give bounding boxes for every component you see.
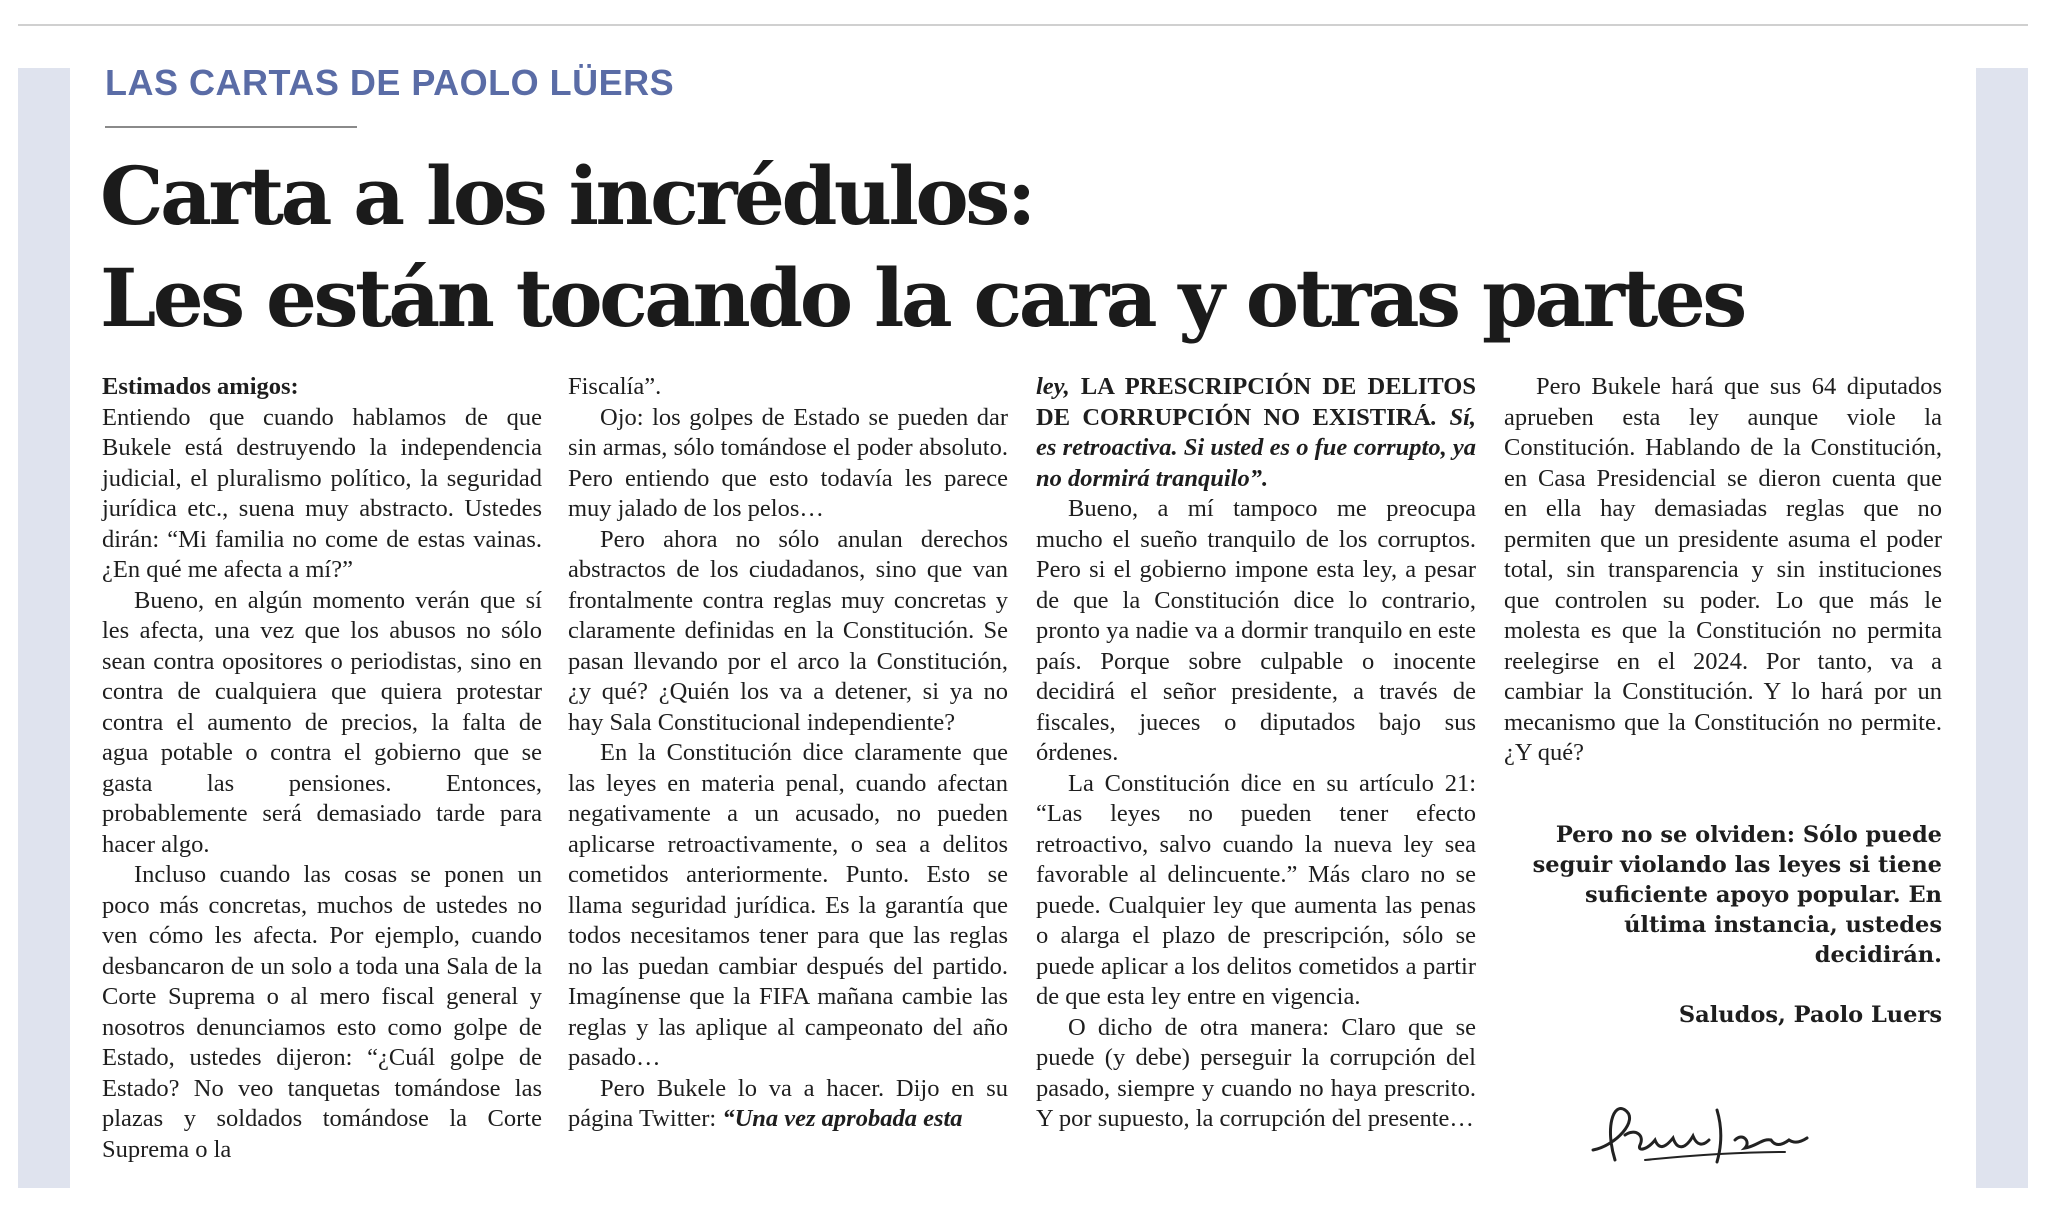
paragraph: Entiendo que cuando hablamos de que Bukele está destruyendo la independencia judicial, el pluralismo político, la seguridad jurídica etc., suena muy abstracto. Ustedes dirán: “Mi familia no come de estas vainas. ¿En qué me afecta a mí?”: [102, 403, 542, 583]
headline-line-1: Carta a los incrédulos:: [100, 149, 1033, 243]
column-2: [568, 372, 1008, 1135]
column-3: [1036, 372, 1476, 1135]
handwritten-signature: [1585, 1080, 1815, 1190]
quote-text: ley,: [1036, 373, 1081, 400]
right-margin-band: [1976, 68, 2028, 1188]
kicker-underline: [105, 126, 357, 128]
signoff: Saludos, Paolo Luers: [1678, 1002, 1942, 1028]
paragraph: Pero Bukele hará que sus 64 diputados aprueben esta ley aunque viole la Constitución. Hablando de la Constitución, en Casa Presidencial se dieron cuenta que en ella hay demasiadas reglas que no permiten que un presidente asuma el poder total, sin transparencia y sin instituciones que controlen su poder. Lo que más le molesta es que la Constitución no permita reelegirse en el 2024. Por tanto, va a cambiar la Constitución. Y lo hará por un mecanismo que la Constitución no permite. ¿Y qué?: [1504, 373, 1942, 766]
paragraph: Bueno, a mí tampoco me preocupa mucho el sueño tranquilo de los corruptos. Pero si el gobierno impone esta ley, a pesar de que la Constitución dice lo contrario, pronto ya nadie va a dormir tranquilo en este país. Porque sobre culpable o inocente decidirá el señor presidente, a través de fiscales, jueces o diputados bajo sus órdenes.: [1036, 495, 1476, 766]
salutation: Estimados amigos:: [102, 373, 299, 400]
twitter-quote-continued: [1036, 372, 1476, 494]
headline: [100, 145, 1900, 349]
column-4: [1504, 372, 1942, 769]
paragraph: La Constitución dice en su artículo 21: “Las leyes no pueden tener efecto retroactivo, salvo cuando la nueva ley sea favorable al delincuente.” Más claro no se puede. Cualquier ley que aumenta las penas o alarga el plazo de prescripción, sólo se puede aplicar a los delitos cometidos a partir de que esta ley entre en vigencia.: [1036, 769, 1476, 1010]
paragraph: Incluso cuando las cosas se ponen un poco más concretas, muchos de ustedes no ven cómo les afecta. Por ejemplo, cuando desbancaron de un solo a toda una Sala de la Corte Suprema o al mero fiscal general y nosotros denunciamos esto como golpe de Estado, ustedes dijeron: “¿Cuál golpe de Estado? No veo tanquetas tomándose las plazas y soldados tomándose la Corte Suprema o la: [102, 861, 542, 1163]
paragraph: Pero ahora no sólo anulan derechos abstractos de los ciudadanos, sino que van frontalmente contra reglas muy concretas y claramente definidas en la Constitución. Se pasan llevando por el arco la Constitución, ¿y qué? ¿Quién los va a detener, si ya no hay Sala Constitucional independiente?: [568, 525, 1008, 736]
paragraph: [568, 1074, 1008, 1135]
paragraph: Ojo: los golpes de Estado se pueden dar sin armas, sólo tomándose el poder absoluto. Pero entiendo que esto todavía les parece muy jalado de los pelos…: [568, 403, 1008, 522]
column-1: [102, 372, 542, 1165]
twitter-quote: “Una vez aprobada esta: [722, 1105, 963, 1132]
headline-line-2: Les están tocando la cara y otras partes: [100, 251, 1744, 345]
paragraph: En la Constitución dice claramente que las leyes en materia penal, cuando afectan negativamente a un acusado, no pueden aplicarse retroactivamente, o sea a delitos cometidos anteriormente. Punto. Esto se llama seguridad jurídica. Es la garantía que todos necesitamos tener para que las reglas no las puedan cambiar después del partido. Imagínense que la FIFA mañana cambie las reglas y las aplique al campeonato del año pasado…: [568, 739, 1008, 1071]
quote-uppercase-text: LA PRESCRIPCIÓN DE DELITOS DE CORRUPCIÓN NO EXISTIRÁ: [1036, 373, 1476, 431]
top-rule: [18, 24, 2028, 26]
section-kicker: LAS CARTAS DE PAOLO LÜERS: [105, 62, 675, 103]
paragraph: O dicho de otra manera: Claro que se puede (y debe) perseguir la corrupción del pasado, siempre y cuando no haya prescrito. Y por supuesto, la corrupción del presente…: [1036, 1013, 1476, 1132]
paragraph: Fiscalía”.: [568, 373, 662, 400]
paragraph-text: Pero Bukele lo va a hacer. Dijo en su página Twitter:: [568, 1074, 1008, 1132]
quote-text: . Sí, es retroactiva. Si usted es o fue corrupto, ya no dormirá tranquilo”.: [1036, 403, 1477, 492]
paragraph: Bueno, en algún momento verán que sí les afecta, una vez que los abusos no sólo sean contra opositores o periodistas, sino en contra de cualquiera que quiera protestar contra el aumento de precios, la falta de agua potable o contra el gobierno que se gasta las pensiones. Entonces, probablemente será demasiado tarde para hacer algo.: [102, 586, 542, 858]
closing-callout: Pero no se olviden: Sólo puede seguir violando las leyes si tiene suficiente apoyo popular. En última instancia, ustedes decidirán.: [1532, 822, 1942, 968]
left-margin-band: [18, 68, 70, 1188]
